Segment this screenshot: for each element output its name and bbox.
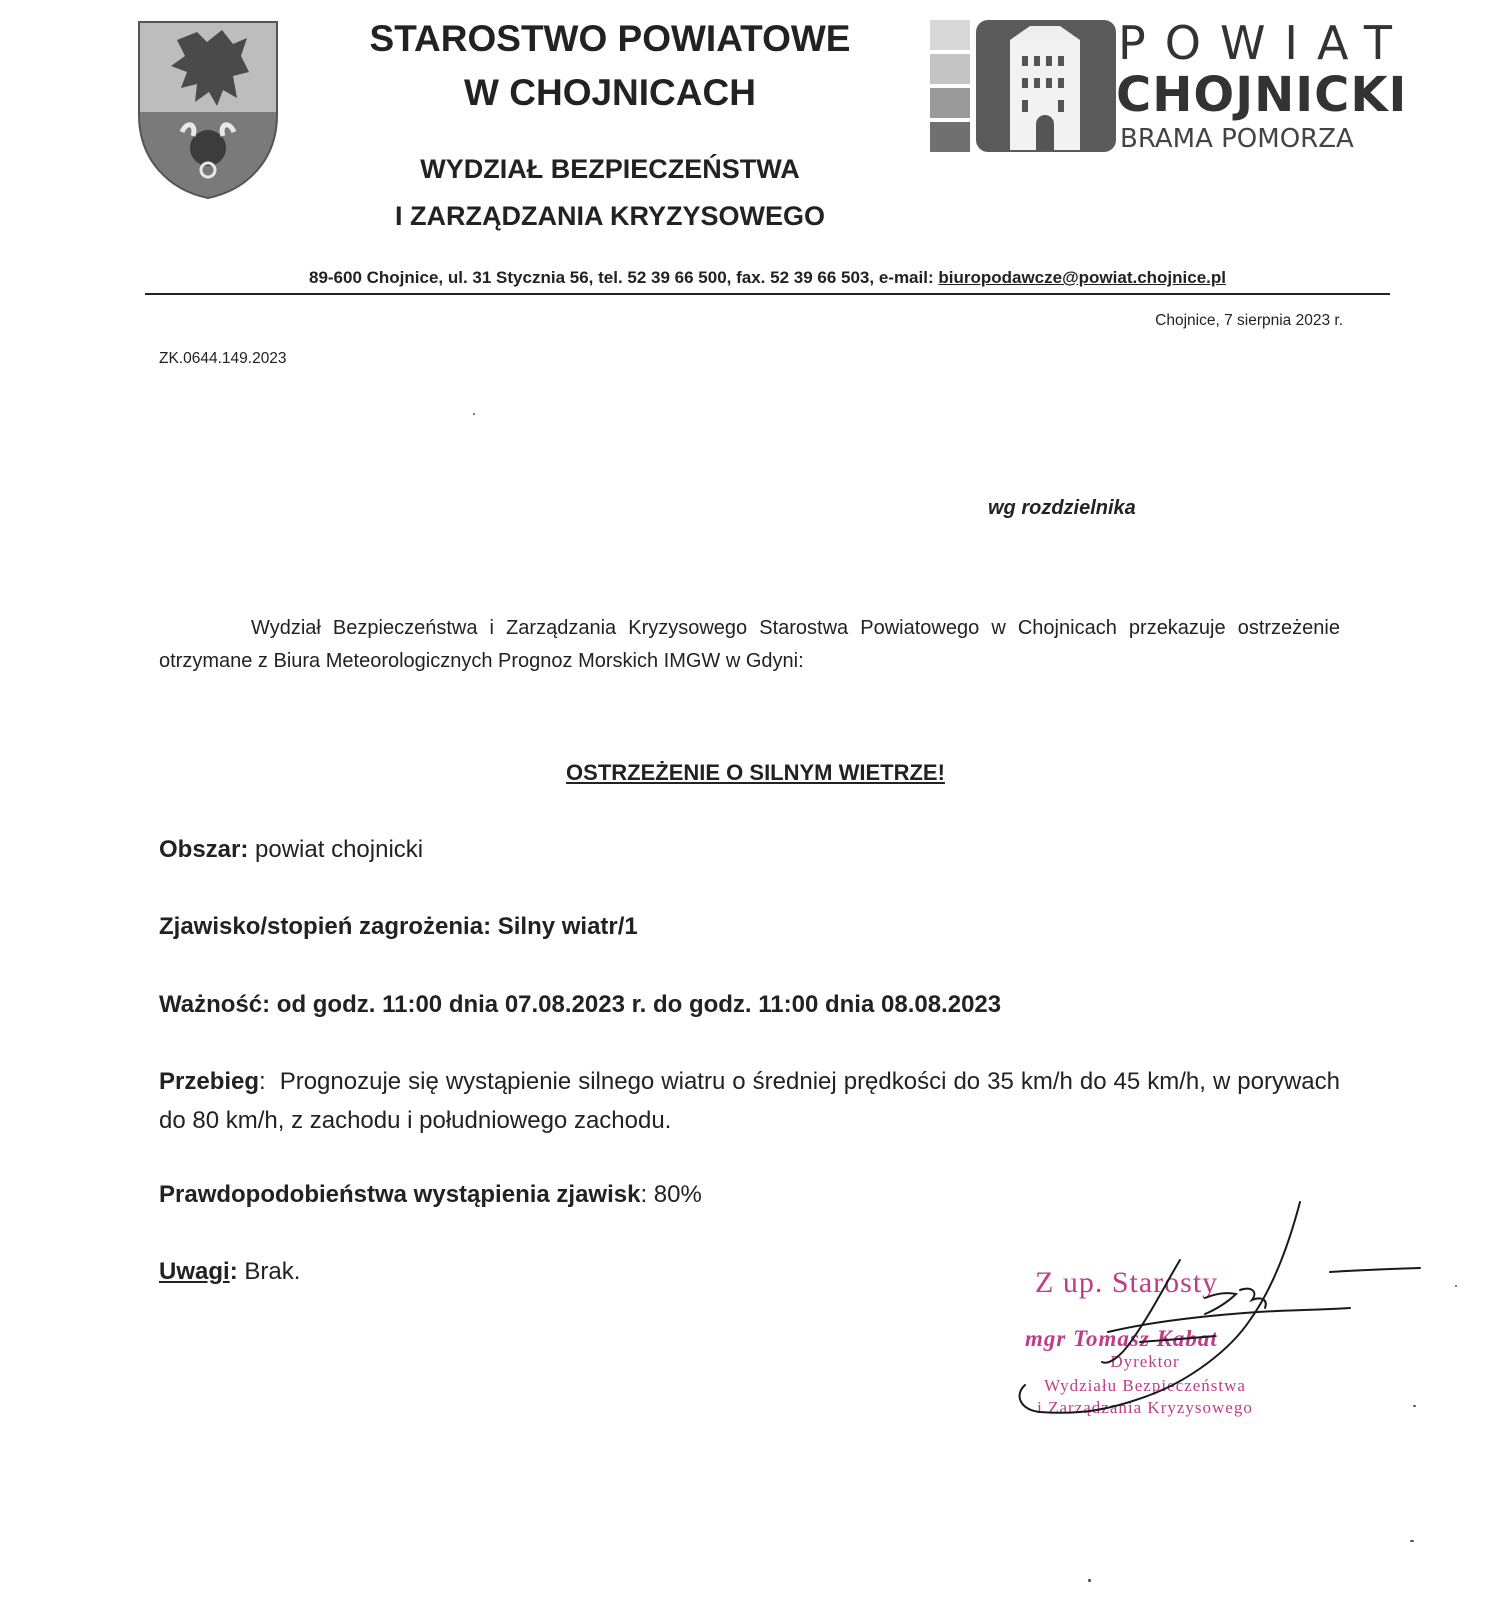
notes-value: Brak.: [237, 1258, 301, 1285]
course-value: Prognozuje się wystąpienie silnego wiatru o średniej prędkości do 35 km/h do 45 km/h, w porywach do 80 km/h, z zachodu i południowego zachodu.: [159, 1068, 1340, 1134]
course-colon: :: [259, 1068, 266, 1095]
area-value: powiat chojnicki: [248, 836, 424, 863]
scan-speck: [1413, 1405, 1416, 1407]
scan-speck: [1410, 1540, 1414, 1542]
powiat-logo-icon: [930, 20, 1120, 155]
course-field: [159, 1062, 1340, 1140]
address-line: [145, 268, 1390, 288]
course-label: Przebieg: [159, 1068, 260, 1095]
phenomenon-text: Zjawisko/stopień zagrożenia: Silny wiatr/1: [159, 913, 638, 940]
stamp-signer-title: Dyrektor: [1110, 1352, 1180, 1371]
phenomenon-field: [159, 907, 1340, 946]
stamp-department-line2: i Zarządzania Kryzysowego: [1037, 1398, 1253, 1417]
logo-text-brama-pomorza: BRAMA POMORZA: [1120, 124, 1354, 154]
probability-label: Prawdopodobieństwa wystąpienia zjawisk: [159, 1181, 641, 1208]
warning-title: OSTRZEŻENIE O SILNYM WIETRZE!: [566, 760, 945, 785]
validity-value: : od godz. 11:00 dnia 07.08.2023 r. do godz. 11:00 dnia 08.08.2023: [262, 991, 1002, 1018]
header-divider: [145, 293, 1390, 295]
address-text: 89-600 Chojnice, ul. 31 Stycznia 56, tel. 52 39 66 500, fax. 52 39 66 503, e-mail:: [308, 268, 939, 287]
validity-label: Ważność: [159, 991, 263, 1018]
stamp-department-line1: Wydziału Bezpieczeństwa: [1044, 1376, 1246, 1395]
area-label: Obszar:: [159, 836, 249, 863]
logo-text-powiat: POWIAT: [1118, 16, 1411, 70]
logo-text-chojnicki: CHOJNICKI: [1116, 67, 1408, 123]
scan-speck: [1088, 1579, 1091, 1582]
intro-text: Wydział Bezpieczeństwa i Zarządzania Kryzysowego Starostwa Powiatowego w Chojnicach przekazuje ostrzeżenie otrzymane z Biura Meteorologicznych Prognoz Morskich IMGW w Gdyni:: [159, 617, 1340, 672]
reference-number: ZK.0644.149.2023: [159, 350, 287, 367]
scan-speck: [1455, 1285, 1457, 1287]
area-field: [159, 830, 1340, 869]
stamp-authorization: Z up. Starosty: [1035, 1266, 1219, 1299]
office-title-line1: STAROSTWO POWIATOWE: [369, 18, 851, 59]
notes-colon: :: [229, 1258, 238, 1285]
intro-paragraph: [159, 612, 1340, 678]
email-link[interactable]: biuropodawcze@powiat.chojnice.pl: [938, 268, 1226, 287]
scan-speck: [473, 413, 475, 415]
stamp-signer-name: mgr Tomasz Kabat: [1025, 1326, 1218, 1351]
recipient: wg rozdzielnika: [988, 497, 1136, 519]
coat-of-arms-icon: [137, 20, 279, 200]
dept-title-line2: I ZARZĄDZANIA KRYZYSOWEGO: [395, 201, 825, 231]
office-title-line2: W CHOJNICACH: [464, 72, 756, 113]
notes-label: Uwagi: [159, 1258, 230, 1285]
signature-icon: [990, 1190, 1440, 1450]
dept-title-line1: WYDZIAŁ BEZPIECZEŃSTWA: [420, 154, 800, 184]
probability-value: : 80%: [640, 1181, 702, 1208]
document-date: Chojnice, 7 sierpnia 2023 r.: [1155, 312, 1343, 329]
validity-field: [159, 985, 1340, 1024]
